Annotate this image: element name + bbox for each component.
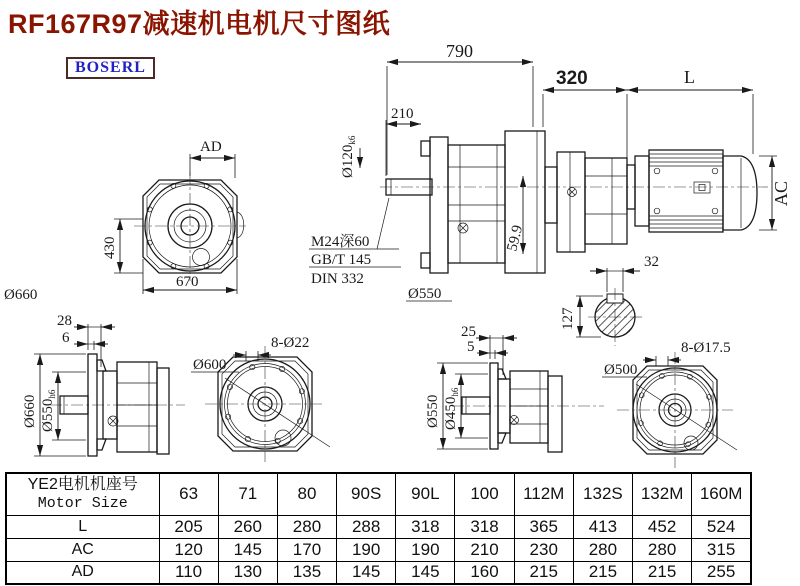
dim-value: 145 xyxy=(218,538,277,561)
page-title: RF167R97减速机电机尺寸图纸 xyxy=(8,9,391,39)
column-header: 132M xyxy=(633,473,692,515)
column-header: 100 xyxy=(455,473,514,515)
column-header: 80 xyxy=(277,473,336,515)
row-label: L xyxy=(6,515,159,538)
brand-logo-text: BOSERL xyxy=(75,59,146,76)
column-header: 90L xyxy=(396,473,455,515)
dim-value: 135 xyxy=(277,561,336,584)
dim-599-label: 59.9 xyxy=(504,223,527,253)
column-header: 71 xyxy=(218,473,277,515)
dim-ad-label: AD xyxy=(200,139,222,155)
column-header: 132S xyxy=(573,473,632,515)
dim-670-label: 670 xyxy=(176,274,199,290)
dim-value: 365 xyxy=(514,515,573,538)
dim-value: 280 xyxy=(633,538,692,561)
dim-value: 190 xyxy=(396,538,455,561)
motor-size-header-en: Motor Size xyxy=(37,495,128,513)
bolt-circle-600-view xyxy=(191,335,330,462)
column-header: 63 xyxy=(159,473,218,515)
bolt-circle-500-label: Ø500 xyxy=(604,362,638,378)
oil-plug-icon xyxy=(510,416,519,425)
dim-value: 255 xyxy=(692,561,751,584)
standard-gbt-note: GB/T 145 xyxy=(311,252,372,268)
dim-28-label: 28 xyxy=(57,313,72,329)
dim-32-label: 32 xyxy=(644,254,659,270)
dim-value: 288 xyxy=(337,515,396,538)
dim-value: 145 xyxy=(337,561,396,584)
bolt-circle-600-label: Ø600 xyxy=(193,357,227,373)
dim-value: 315 xyxy=(692,538,751,561)
dim-d660-label: Ø660 xyxy=(22,394,38,428)
dim-value: 145 xyxy=(396,561,455,584)
motor-dimension-table xyxy=(5,472,752,585)
bore-thread-note: M24深60 xyxy=(311,234,370,250)
dim-value: 280 xyxy=(573,538,632,561)
dim-value: 260 xyxy=(218,515,277,538)
dim-value: 318 xyxy=(396,515,455,538)
bolt-circle-500-view xyxy=(602,340,737,468)
brand-logo xyxy=(66,57,155,79)
column-header: 90S xyxy=(337,473,396,515)
dim-320-label: 320 xyxy=(556,68,588,89)
dim-790-label: 790 xyxy=(446,41,473,61)
motor-size-header-cn: YE2电机机座号 xyxy=(27,476,138,494)
flange-660-side-view xyxy=(22,313,185,456)
dim-value: 160 xyxy=(455,561,514,584)
dim-value: 130 xyxy=(218,561,277,584)
dim-value: 452 xyxy=(633,515,692,538)
dim-value: 215 xyxy=(633,561,692,584)
row-label: AD xyxy=(6,561,159,584)
dim-6-label: 6 xyxy=(62,330,70,346)
shaft-keyway-section xyxy=(560,254,659,346)
shaft-diameter-label: $Ø120_{k6}$ xyxy=(340,135,357,178)
table-row-ac xyxy=(6,538,751,561)
dim-ac-label: AC xyxy=(771,180,791,206)
dim-d450h6-label: $Ø450_{h6}$ xyxy=(443,387,460,430)
dim-value: 215 xyxy=(514,561,573,584)
dim-value: 110 xyxy=(159,561,218,584)
dim-210-label: 210 xyxy=(391,106,414,122)
motor-size-header-cell xyxy=(6,473,159,515)
dim-value: 215 xyxy=(573,561,632,584)
table-row-l xyxy=(6,515,751,538)
table-row-ad xyxy=(6,561,751,584)
dim-value: 210 xyxy=(455,538,514,561)
gearbox-front-view xyxy=(102,139,246,294)
dim-value: 205 xyxy=(159,515,218,538)
dim-5-label: 5 xyxy=(467,339,475,355)
flange-550-side-view xyxy=(425,324,604,452)
dim-d550h6-label: $Ø550_{h6}$ xyxy=(40,389,57,432)
column-header: 112M xyxy=(514,473,573,515)
housing-d660-label: Ø660 xyxy=(4,287,38,303)
dim-value: 170 xyxy=(277,538,336,561)
column-header: 160M xyxy=(692,473,751,515)
dim-value: 524 xyxy=(692,515,751,538)
dim-value: 230 xyxy=(514,538,573,561)
standard-din-note: DIN 332 xyxy=(311,271,364,287)
dim-127-label: 127 xyxy=(560,307,576,330)
dim-value: 413 xyxy=(573,515,632,538)
dim-value: 190 xyxy=(337,538,396,561)
flange-d550-label: Ø550 xyxy=(408,286,442,302)
oil-plug-icon xyxy=(568,188,577,197)
dim-d550-label: Ø550 xyxy=(425,394,441,428)
holes-8d22-label: 8-Ø22 xyxy=(271,335,310,351)
row-label: AC xyxy=(6,538,159,561)
dim-value: 280 xyxy=(277,515,336,538)
dim-25-label: 25 xyxy=(461,324,476,340)
dim-value: 120 xyxy=(159,538,218,561)
assembly-side-view xyxy=(4,41,791,303)
dim-l-label: L xyxy=(684,67,695,87)
oil-plug-icon xyxy=(458,223,468,233)
dim-value: 318 xyxy=(455,515,514,538)
dim-430-label: 430 xyxy=(102,236,118,259)
holes-8d17-label: 8-Ø17.5 xyxy=(681,340,731,356)
